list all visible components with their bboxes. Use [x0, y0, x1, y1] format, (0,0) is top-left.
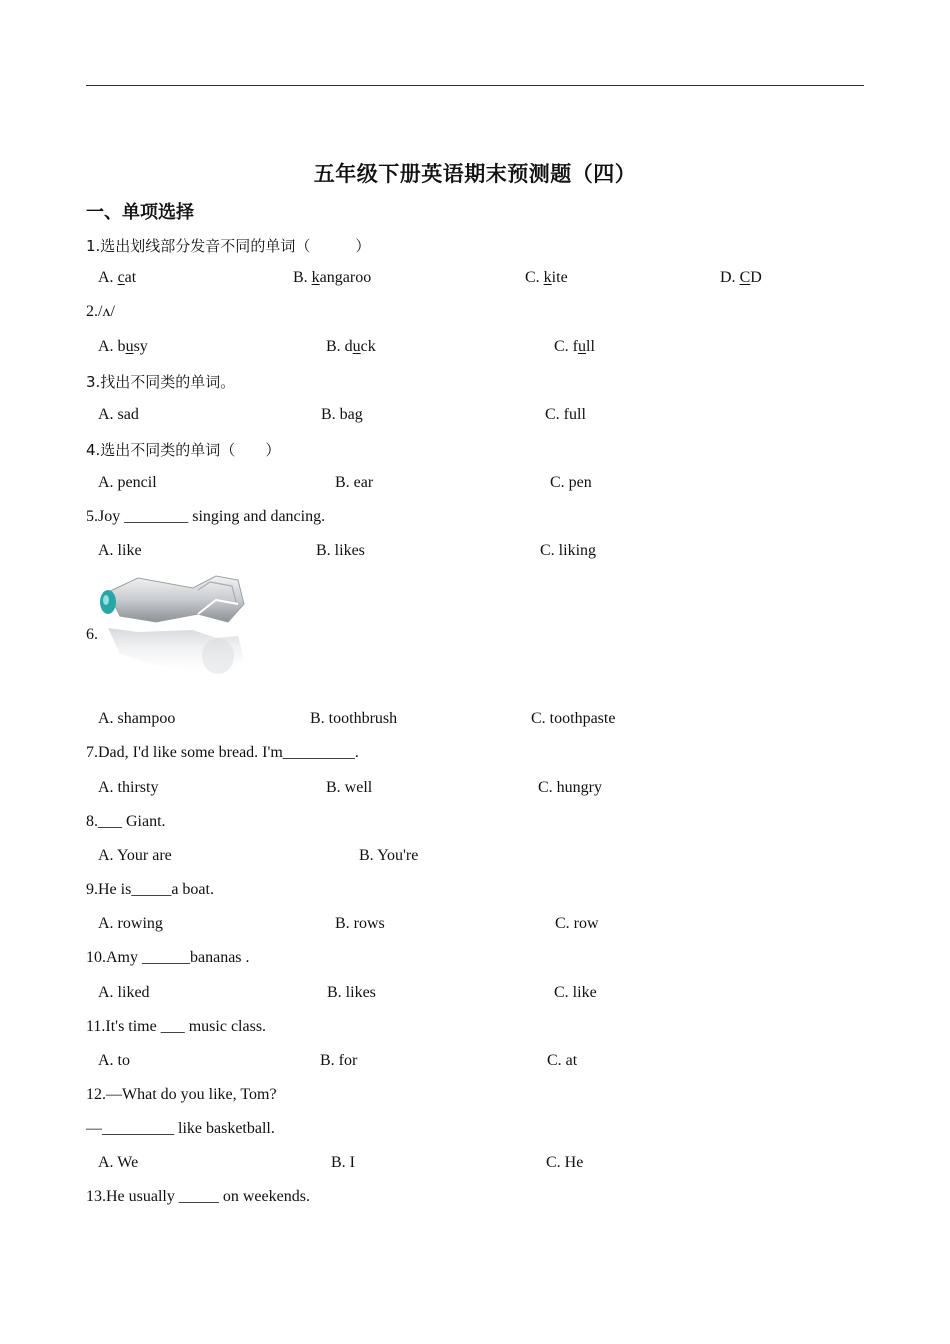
question-11-option-b[interactable]: B. for [320, 1052, 358, 1069]
question-2-option-c[interactable]: C. full [554, 338, 595, 355]
question-10-option-c[interactable]: C. like [554, 984, 597, 1001]
question-3-option-c[interactable]: C. full [545, 406, 586, 423]
page-title: 五年级下册英语期末预测题（四） [313, 162, 637, 186]
question-4-option-b[interactable]: B. ear [335, 474, 374, 491]
question-4-stem: 4.选出不同类的单词（ ） [86, 441, 281, 459]
question-1-stem: 1.选出划线部分发音不同的单词（ ） [86, 237, 371, 255]
question-5-option-b[interactable]: B. likes [316, 542, 365, 559]
question-7-option-a[interactable]: A. thirsty [98, 779, 159, 796]
question-8-stem: 8.___ Giant. [86, 813, 166, 830]
question-9-stem: 9.He is_____a boat. [86, 881, 214, 898]
question-13-stem: 13.He usually _____ on weekends. [86, 1188, 310, 1205]
question-5-stem: 5.Joy ________ singing and dancing. [86, 508, 326, 525]
question-3-option-a[interactable]: A. sad [98, 406, 139, 423]
question-7-option-c[interactable]: C. hungry [538, 779, 602, 796]
question-10-stem: 10.Amy ______bananas . [86, 949, 250, 966]
question-4-option-a[interactable]: A. pencil [98, 474, 157, 491]
question-5-option-c[interactable]: C. liking [540, 542, 597, 559]
question-9-option-a[interactable]: A. rowing [98, 915, 163, 932]
question-3-option-b[interactable]: B. bag [321, 406, 363, 423]
question-12-stem-reply: —_________ like basketball. [86, 1120, 275, 1137]
question-6-option-b[interactable]: B. toothbrush [310, 710, 398, 727]
question-9-option-c[interactable]: C. row [555, 915, 599, 932]
question-8-option-a[interactable]: A. Your are [98, 847, 172, 864]
section-heading: 一、单项选择 [86, 202, 194, 223]
question-4-option-c[interactable]: C. pen [550, 474, 592, 491]
question-2-option-b[interactable]: B. duck [326, 338, 376, 355]
question-9-option-b[interactable]: B. rows [335, 915, 385, 932]
question-11-option-a[interactable]: A. to [98, 1052, 130, 1069]
question-12-option-b[interactable]: B. I [331, 1154, 355, 1171]
question-6-option-c[interactable]: C. toothpaste [531, 710, 616, 727]
question-10-option-b[interactable]: B. likes [327, 984, 376, 1001]
question-7-option-b[interactable]: B. well [326, 779, 373, 796]
question-1-option-c[interactable]: C. kite [525, 269, 568, 286]
question-12-option-c[interactable]: C. He [546, 1154, 584, 1171]
question-2-option-a[interactable]: A. busy [98, 338, 148, 355]
question-8-option-b[interactable]: B. You're [359, 847, 419, 864]
question-1-option-a[interactable]: A. cat [98, 269, 137, 286]
question-1-option-b[interactable]: B. kangaroo [293, 269, 372, 286]
question-2-stem: 2./ʌ/ [86, 303, 115, 320]
question-11-stem: 11.It's time ___ music class. [86, 1018, 267, 1035]
question-3-stem: 3.找出不同类的单词。 [86, 373, 236, 391]
header-rule [86, 85, 864, 86]
toothpaste-tube-image [98, 570, 248, 680]
question-7-stem: 7.Dad, I'd like some bread. I'm_________. [86, 744, 359, 761]
question-10-option-a[interactable]: A. liked [98, 984, 150, 1001]
question-6-stem: 6. [86, 626, 98, 643]
question-1-option-d[interactable]: D. CD [720, 269, 762, 286]
question-11-option-c[interactable]: C. at [547, 1052, 578, 1069]
question-6-option-a[interactable]: A. shampoo [98, 710, 176, 727]
question-12-stem: 12.—What do you like, Tom? [86, 1086, 277, 1103]
question-12-option-a[interactable]: A. We [98, 1154, 139, 1171]
question-5-option-a[interactable]: A. like [98, 542, 142, 559]
